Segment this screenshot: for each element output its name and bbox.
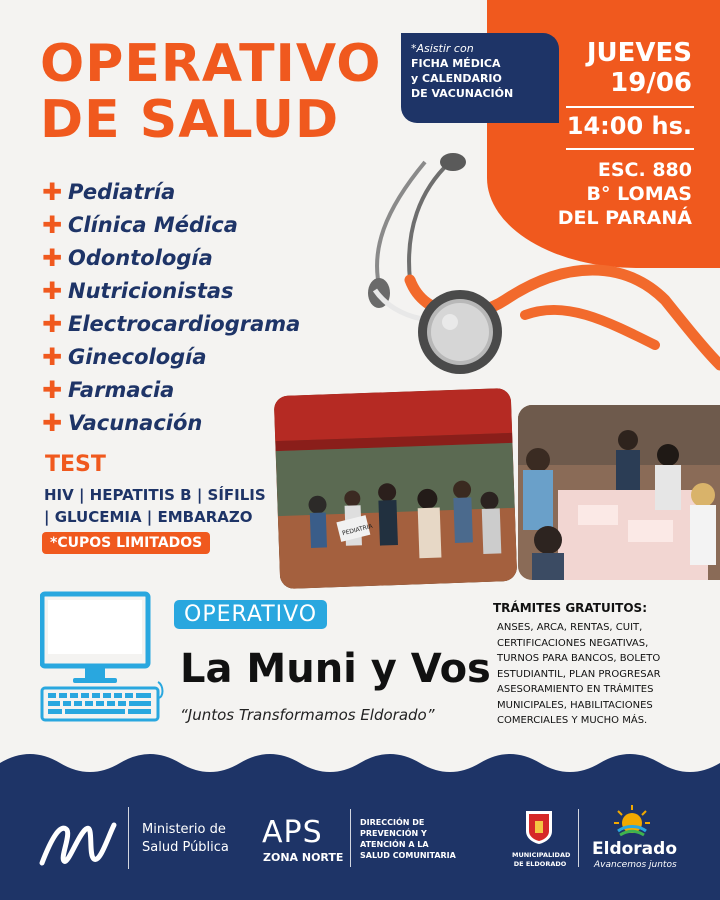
plus-icon: ✚ <box>42 243 63 272</box>
service-item <box>42 208 300 241</box>
computer-monitor-icon <box>40 590 165 725</box>
place-line-1: ESC. 880 <box>597 159 692 181</box>
service-label: Farmacia <box>68 377 175 402</box>
service-item <box>42 175 300 208</box>
tramites-line: COMERCIALES Y MUCHO MÁS. <box>497 715 648 726</box>
service-label: Odontología <box>68 245 213 270</box>
note-line-3: y CALENDARIO <box>411 72 502 85</box>
note-line-4: DE VACUNACIÓN <box>411 87 514 100</box>
plus-icon: ✚ <box>42 210 63 239</box>
eldorado-sun-logo-icon <box>612 803 652 837</box>
date-divider <box>566 106 694 108</box>
note-line-2: FICHA MÉDICA <box>411 57 501 70</box>
keyboard-icon <box>42 688 158 720</box>
plus-icon: ✚ <box>42 408 63 437</box>
test-line-2: | GLUCEMIA | EMBARAZO <box>44 508 253 526</box>
ministerio-text <box>142 821 229 857</box>
event-photo-tent <box>274 388 518 589</box>
plus-icon: ✚ <box>42 177 63 206</box>
direccion-text <box>360 817 456 861</box>
ministerio-line-2: Salud Pública <box>142 840 229 855</box>
direccion-line-2: PREVENCIÓN Y <box>360 829 427 838</box>
title-line-2: DE SALUD <box>40 90 340 150</box>
service-label: Nutricionistas <box>68 278 234 303</box>
municipalidad-text <box>512 851 571 869</box>
footer-divider <box>350 809 351 867</box>
tramites-line: ASESORAMIENTO EN TRÁMITES <box>497 684 654 695</box>
plus-icon: ✚ <box>42 375 63 404</box>
photo-activity-illustration <box>518 405 720 580</box>
program-name: La Muni y Vos <box>180 646 491 692</box>
program-tagline: “Juntos Transformamos Eldorado” <box>180 706 435 724</box>
test-line-1: HIV | HEPATITIS B | SÍFILIS <box>44 486 266 504</box>
requirements-note <box>401 33 559 123</box>
service-label: Clínica Médica <box>68 212 238 237</box>
plus-icon: ✚ <box>42 309 63 338</box>
service-item <box>42 241 300 274</box>
stethoscope-icon <box>365 150 720 390</box>
event-date <box>587 38 692 98</box>
photo-tent-illustration <box>274 388 518 589</box>
tramites-line: ANSES, ARCA, RENTAS, CUIT, <box>497 622 643 633</box>
tramites-line: CERTIFICACIONES NEGATIVAS, <box>497 637 649 649</box>
direccion-line-4: SALUD COMUNITARIA <box>360 851 456 860</box>
service-item <box>42 373 300 406</box>
aps-logo-text: APS <box>262 815 323 850</box>
test-title: TEST <box>45 452 106 477</box>
service-item <box>42 307 300 340</box>
limited-spots-badge: *CUPOS LIMITADOS <box>42 532 210 554</box>
tramites-title: TRÁMITES GRATUITOS: <box>493 601 647 615</box>
aps-subtitle: ZONA NORTE <box>263 851 344 864</box>
eldorado-logo-text: Eldorado <box>592 839 677 859</box>
note-line-1: *Asistir con <box>411 42 474 55</box>
service-item <box>42 406 300 439</box>
ministerio-line-1: Ministerio de <box>142 822 226 837</box>
event-time: 14:00 hs. <box>566 112 692 140</box>
direccion-line-1: DIRECCIÓN DE <box>360 818 425 827</box>
tramites-list <box>497 620 697 729</box>
place-line-3: DEL PARANÁ <box>557 207 692 229</box>
test-list <box>44 484 284 528</box>
services-list <box>42 175 300 439</box>
event-date-value: 19/06 <box>610 68 692 98</box>
tramites-line: ESTUDIANTIL, PLAN PROGRESAR <box>497 668 661 680</box>
tramites-line: TURNOS PARA BANCOS, BOLETO <box>497 653 661 664</box>
municipalidad-line-2: DE ELDORADO <box>513 860 567 868</box>
plus-icon: ✚ <box>42 342 63 371</box>
eldorado-slogan: Avancemos juntos <box>594 860 677 870</box>
place-line-2: B° LOMAS <box>586 183 692 205</box>
photo-sign-text: PEDIATRIA <box>341 522 374 538</box>
service-label: Electrocardiograma <box>68 311 301 336</box>
direccion-line-3: ATENCIÓN A LA <box>360 840 429 849</box>
service-item <box>42 274 300 307</box>
footer-divider <box>128 807 129 869</box>
service-item <box>42 340 300 373</box>
municipalidad-line-1: MUNICIPALIDAD <box>512 851 571 859</box>
tramites-line: MUNICIPALES, HABILITACIONES <box>497 699 653 711</box>
program-label: OPERATIVO <box>174 600 327 629</box>
event-day: JUEVES <box>586 38 692 68</box>
title-line-1: OPERATIVO <box>40 34 382 94</box>
page-title <box>40 36 381 148</box>
service-label: Ginecología <box>68 344 207 369</box>
footer-divider <box>578 809 579 867</box>
plus-icon: ✚ <box>42 276 63 305</box>
service-label: Vacunación <box>68 410 203 435</box>
municipalidad-shield-icon <box>524 809 554 845</box>
service-label: Pediatría <box>68 179 176 204</box>
event-photo-activity <box>518 405 720 580</box>
ministerio-logo-icon <box>38 817 118 867</box>
footer <box>0 745 720 900</box>
